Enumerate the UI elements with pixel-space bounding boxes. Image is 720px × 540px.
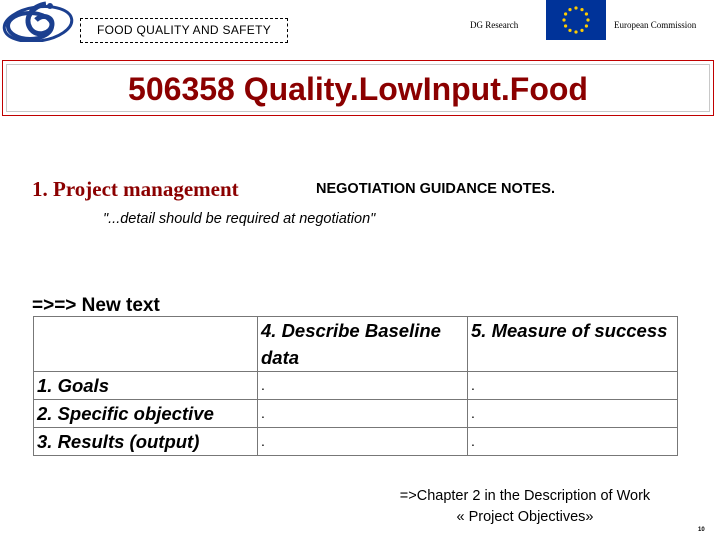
table-row <box>34 372 678 400</box>
table-cell: . <box>258 428 468 456</box>
table-row-label: 2. Specific objective <box>34 400 258 428</box>
table-row <box>34 400 678 428</box>
new-text-label: =>=> New text <box>32 295 160 316</box>
negotiation-quote: "...detail should be required at negotiation" <box>103 211 376 227</box>
table-cell: . <box>258 400 468 428</box>
fp6-logo-icon <box>2 0 74 42</box>
objectives-table <box>33 316 678 456</box>
page-title: 506358 Quality.LowInput.Food <box>128 71 588 107</box>
table-header-row <box>34 317 678 372</box>
page-number: 10 <box>698 527 705 533</box>
table-header-success: 5. Measure of success <box>468 317 678 372</box>
european-commission-label: European Commission <box>614 20 697 30</box>
table-row-label: 1. Goals <box>34 372 258 400</box>
chapter-reference-line2: « Project Objectives» <box>456 509 594 525</box>
title-box <box>2 60 714 116</box>
guidance-notes-label: NEGOTIATION GUIDANCE NOTES. <box>316 181 555 197</box>
table-cell: . <box>468 372 678 400</box>
table-cell: . <box>258 372 468 400</box>
table-row-label: 3. Results (output) <box>34 428 258 456</box>
program-label: FOOD QUALITY AND SAFETY <box>80 18 288 43</box>
header-bar <box>0 0 720 46</box>
table-cell: . <box>468 400 678 428</box>
table-header-baseline: 4. Describe Baseline data <box>258 317 468 372</box>
chapter-reference-line1: =>Chapter 2 in the Description of Work <box>399 488 651 504</box>
chapter-reference <box>368 486 682 528</box>
section-heading: 1. Project management <box>32 177 239 201</box>
table-row <box>34 428 678 456</box>
eu-flag-icon <box>546 0 606 40</box>
table-cell: . <box>468 428 678 456</box>
table-header-empty-cell <box>34 317 258 372</box>
dg-research-label: DG Research <box>470 20 519 30</box>
